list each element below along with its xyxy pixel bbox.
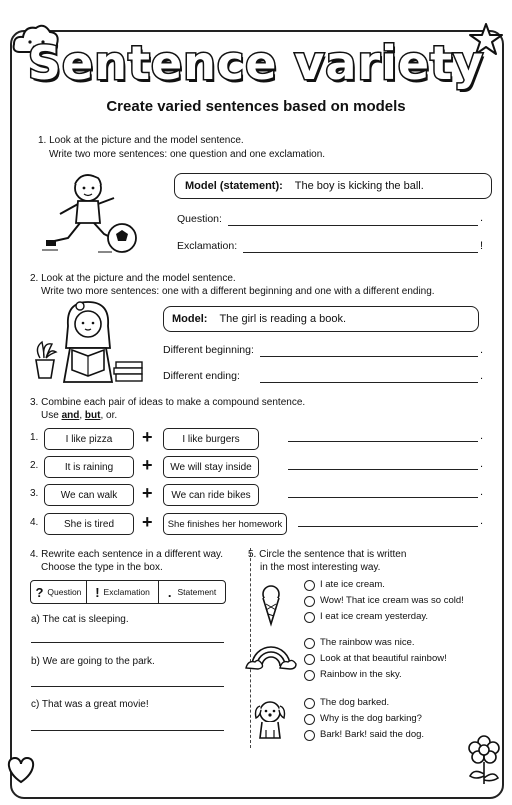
q2-instruction-1: 2. Look at the picture and the model sentence.: [30, 273, 236, 284]
period-icon: .: [167, 584, 172, 600]
q1-exclamation-label: Exclamation:: [177, 240, 238, 252]
type-exclamation-label: Exclamation: [103, 587, 150, 597]
q2-beginning-punct: .: [480, 344, 484, 356]
q5-option-radio[interactable]: [304, 612, 315, 623]
q1-question-label: Question:: [177, 213, 222, 225]
q2-model-sentence: The girl is reading a book.: [219, 313, 347, 325]
q3-idea-b: I like burgers: [163, 428, 259, 450]
q5-option-text: I ate ice cream.: [320, 579, 385, 590]
heart-icon: [4, 752, 38, 786]
q2-ending-answer-line[interactable]: [260, 382, 478, 383]
flower-icon: [462, 728, 506, 788]
q3-instruction-2: Use and, but, or.: [41, 410, 118, 421]
q4-item-a: a) The cat is sleeping.: [31, 614, 129, 625]
plus-icon: +: [142, 512, 153, 532]
q3-answer-line[interactable]: [288, 497, 478, 498]
q5-option-radio[interactable]: [304, 654, 315, 665]
q4-instruction-1: 4. Rewrite each sentence in a different way.: [30, 549, 224, 560]
q3-but-word: but: [84, 410, 101, 421]
type-question: [31, 581, 87, 603]
q3-answer-punct: .: [480, 458, 484, 470]
q3-pair-number: 1.: [30, 432, 39, 443]
q1-question-punct: .: [480, 212, 484, 224]
q5-instruction-1: 5. Circle the sentence that is written: [248, 549, 407, 560]
q4-answer-line-b[interactable]: [31, 686, 224, 687]
q3-idea-a: We can walk: [44, 484, 134, 506]
q5-option-radio[interactable]: [304, 638, 315, 649]
q1-instruction-1: 1. Look at the picture and the model sentence.: [38, 135, 244, 146]
q1-question-answer-line[interactable]: [228, 225, 478, 226]
q1-exclamation-answer-line[interactable]: [243, 252, 478, 253]
q5-option-radio[interactable]: [304, 714, 315, 725]
q4-instruction-2: Choose the type in the box.: [41, 562, 163, 573]
q5-option-text: Rainbow in the sky.: [320, 669, 402, 680]
q4-item-c: c) That was a great movie!: [31, 699, 149, 710]
q3-idea-a: It is raining: [44, 456, 134, 478]
type-statement: [159, 581, 225, 603]
q2-model-label: Model:: [172, 313, 208, 325]
q2-beginning-answer-line[interactable]: [260, 356, 478, 357]
q3-idea-a: I like pizza: [44, 428, 134, 450]
ice-cream-icon: [258, 584, 284, 628]
dog-icon: [252, 700, 288, 742]
boy-kicking-ball-icon: [38, 168, 148, 256]
q2-model-box: [163, 306, 479, 332]
q5-option-radio[interactable]: [304, 596, 315, 607]
q3-or-word: or: [106, 410, 115, 421]
q3-answer-punct: .: [480, 486, 484, 498]
q5-option-radio[interactable]: [304, 730, 315, 741]
q2-instruction-2: Write two more sentences: one with a different beginning and one with a different ending.: [41, 286, 435, 297]
q5-option-radio[interactable]: [304, 580, 315, 591]
q3-and-word: and: [61, 410, 80, 421]
q5-option-text: Why is the dog barking?: [320, 713, 422, 724]
q5-option-text: Wow! That ice cream was so cold!: [320, 595, 464, 606]
rainbow-icon: [246, 640, 296, 670]
q5-option-text: The dog barked.: [320, 697, 390, 708]
q3-idea-a: She is tired: [44, 513, 134, 535]
plus-icon: +: [142, 483, 153, 503]
q3-answer-punct: .: [480, 515, 484, 527]
q1-exclamation-punct: !: [480, 240, 484, 252]
q1-model-box: [174, 173, 492, 199]
girl-reading-icon: [30, 298, 150, 390]
q3-pair-number: 4.: [30, 517, 39, 528]
q3-answer-line[interactable]: [288, 469, 478, 470]
q3-answer-line[interactable]: [288, 441, 478, 442]
q3-idea-b: She finishes her homework: [163, 513, 287, 535]
q5-option-radio[interactable]: [304, 698, 315, 709]
q3-idea-b: We can ride bikes: [163, 484, 259, 506]
type-exclamation: [87, 581, 159, 603]
q4-item-b: b) We are going to the park.: [31, 656, 155, 667]
q3-instruction-1: 3. Combine each pair of ideas to make a compound sentence.: [30, 397, 306, 408]
type-statement-label: Statement: [177, 587, 217, 597]
plus-icon: +: [142, 455, 153, 475]
q1-instruction-2: Write two more sentences: one question and one exclamation.: [49, 149, 326, 160]
page-subtitle: Create varied sentences based on models: [106, 98, 406, 115]
plus-icon: +: [142, 427, 153, 447]
q1-model-sentence: The boy is kicking the ball.: [294, 180, 424, 192]
q5-option-text: I eat ice cream yesterday.: [320, 611, 429, 622]
q5-option-text: Bark! Bark! said the dog.: [320, 729, 425, 740]
q2-ending-punct: .: [480, 370, 484, 382]
q3-answer-punct: .: [480, 430, 484, 442]
q5-option-text: The rainbow was nice.: [320, 637, 415, 648]
q3-pair-number: 2.: [30, 460, 39, 471]
exclamation-mark-icon: !: [95, 584, 100, 600]
q2-ending-label: Different ending:: [163, 370, 240, 382]
page-title: Sentence variety: [27, 36, 485, 90]
q1-model-label: Model (statement):: [185, 180, 283, 192]
q3-answer-line[interactable]: [298, 526, 478, 527]
type-question-label: Question: [47, 587, 82, 597]
q5-option-radio[interactable]: [304, 670, 315, 681]
q3-idea-b: We will stay inside: [163, 456, 259, 478]
question-mark-icon: ?: [35, 584, 44, 600]
q5-instruction-2: in the most interesting way.: [260, 562, 381, 573]
q5-option-text: Look at that beautiful rainbow!: [320, 653, 447, 664]
q4-type-box: [30, 580, 226, 604]
q4-answer-line-c[interactable]: [31, 730, 224, 731]
q4-answer-line-a[interactable]: [31, 642, 224, 643]
q2-beginning-label: Different beginning:: [163, 344, 254, 356]
q3-pair-number: 3.: [30, 488, 39, 499]
